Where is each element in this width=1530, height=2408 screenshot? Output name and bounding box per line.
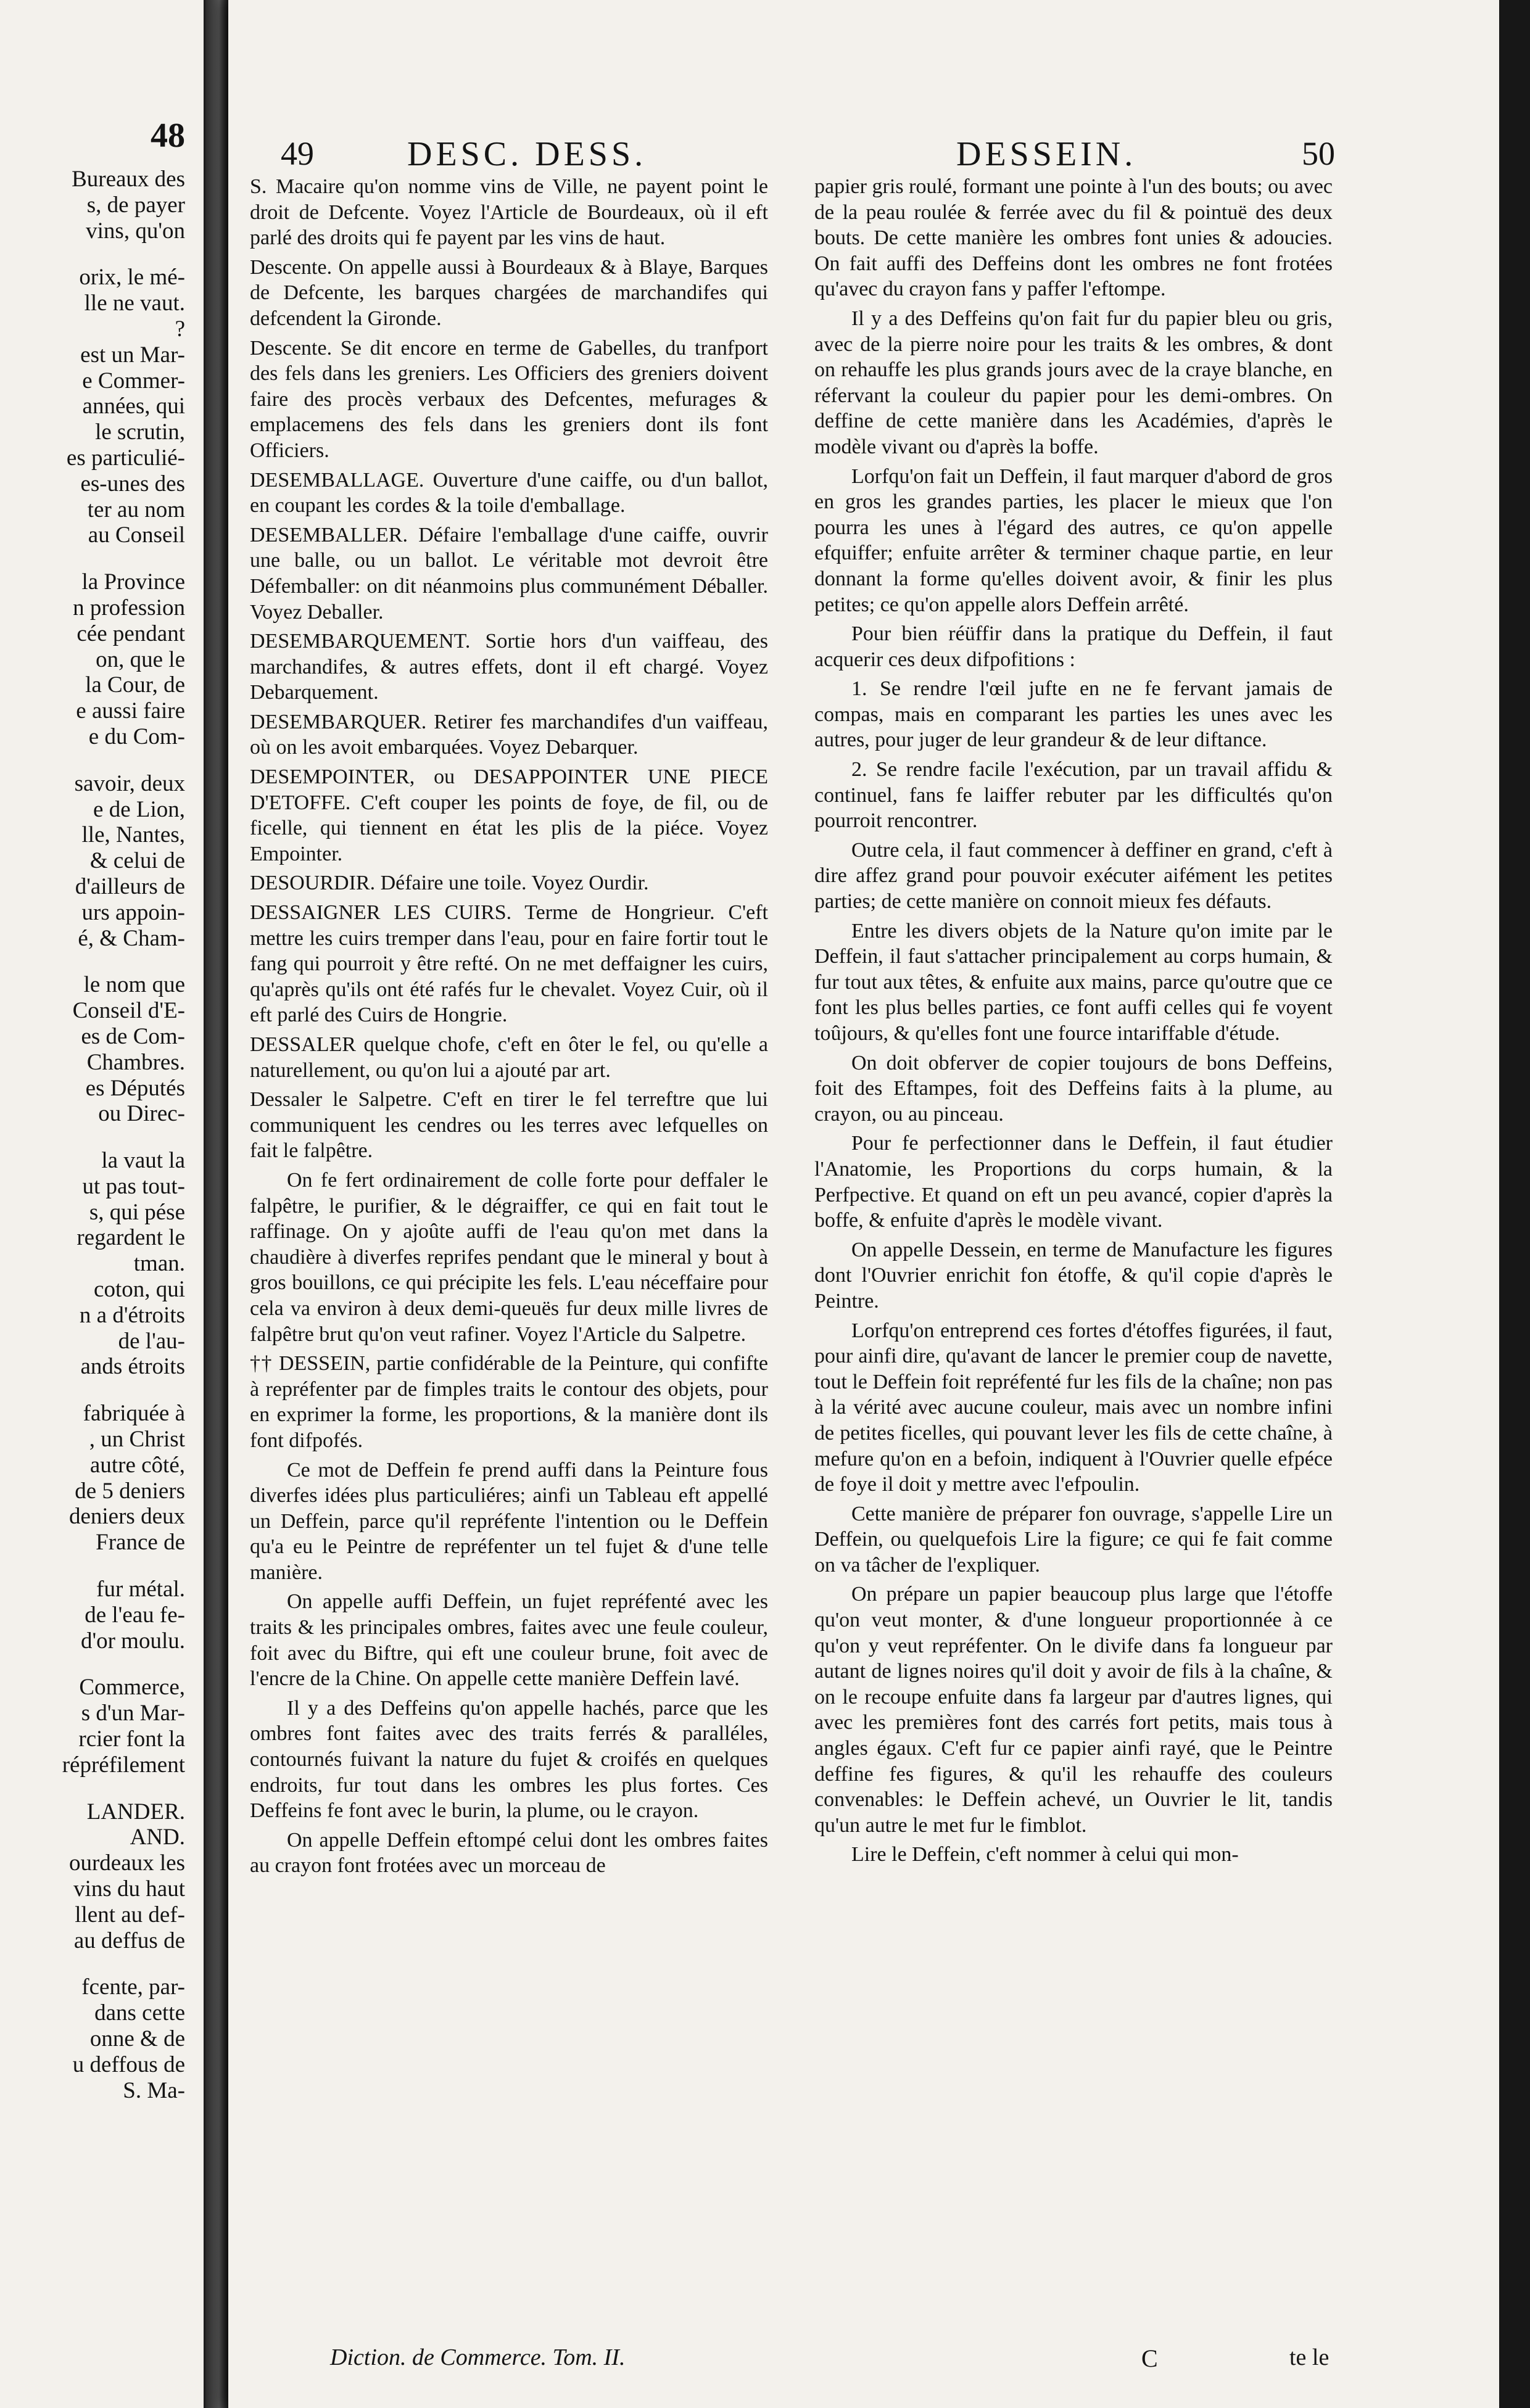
- text-line: la Cour, de: [85, 672, 185, 698]
- text-line: e aussi faire: [76, 698, 185, 724]
- text-line: u deffous de: [72, 2051, 185, 2077]
- left-page: [0, 0, 205, 2408]
- left-page-text: [0, 167, 185, 2103]
- paragraph: Lorfqu'on entreprend ces fortes d'étoffes figurées, il faut, pour ainfi dire, qu'avant de lancer le premier coup de navette, tout le Deffein foit repréfenté fur les fils de la chaîne; non pas à la vérité avec aucune couleur, mais avec un nombre infini de petites ficelles, qui pouvant lever les fils de cette chaîne, à mefure qu'on en a befoin, indiquent à l'Ouvrier quelle efpéce de foye il doit y mettre avec l'efpoulin.: [814, 1319, 1333, 1496]
- text-line: ands étroits: [80, 1354, 185, 1380]
- text-line: , un Christ: [89, 1427, 185, 1453]
- catchword: te le: [1289, 2344, 1329, 2370]
- paragraph: Lire le Deffein, c'eft nommer à celui qui mon-: [851, 1843, 1239, 1866]
- paragraph: 2. Se rendre facile l'exécution, par un travail affidu & continuel, fans fe laiffer rebuter par les difficultés qu'on pourroit rencontrer.: [814, 758, 1333, 833]
- text-line: es particulié-: [66, 445, 185, 471]
- paragraph: On appelle auffi Deffein, un fujet repréfenté avec les traits & les principales ombres, faites avec une feule couleur, foit avec du Biftre, qui eft une couleur brune, foit avec de l'encre de la Chine. On appelle cette manière Deffein lavé.: [250, 1590, 768, 1691]
- signature-mark: C: [1141, 2344, 1158, 2372]
- text-line: n profession: [73, 595, 185, 621]
- text-line: Chambres.: [86, 1049, 185, 1075]
- dictionary-entry: DESSALER quelque chofe, c'eft en ôter le fel, ou qu'elle a naturellement, ou qu'on lui a ajouté par art.: [250, 1033, 768, 1082]
- text-line: dans cette: [94, 2000, 185, 2026]
- paragraph: S. Macaire qu'on nomme vins de Ville, ne payent point le droit de Defcente. Voyez l'Article de Bourdeaux, où il eft parlé des droits qui fe payent par les vins de haut.: [250, 175, 768, 250]
- dictionary-entry: DESSAIGNER LES CUIRS. Terme de Hongrieur. C'eft mettre les cuirs tremper dans l'eau, pour en faire fortir tout le fang qui pourroit y être refté. On ne met deffaigner les cuirs, qu'après qu'ils ont été rafés fur le chevalet. Voyez Cuir, où il eft parlé des Cuirs de Hongrie.: [250, 901, 768, 1027]
- text-line: ter au nom: [87, 497, 185, 522]
- paragraph: Il y a des Deffeins qu'on fait fur du papier bleu ou gris, avec de la pierre noire pour les traits & les ombres, & dont on rehauffe les plus grands jours avec de la craye blanche, en réfervant la couleur du papier pour les demi-ombres. On deffine de cette manière dans les Académies, d'après le modèle vivant ou d'après la boffe.: [814, 307, 1333, 458]
- dictionary-entry: Descente. Se dit encore en terme de Gabelles, du tranfport des fels dans les greniers. Les Officiers des greniers doivent faire des procès verbaux des Defcentes, mefurages & emplacemens des fels dans les greniers dont ils font Officiers.: [250, 336, 768, 462]
- paragraph: Il y a des Deffeins qu'on appelle hachés, parce que les ombres font faites avec des traits ferrés & paralléles, contournés fuivant la nature du fujet & croifés en quelques endroits, fur tout dans les ombres les plus fortes. Ces Deffeins fe font avec le burin, la plume, ou le crayon.: [250, 1696, 768, 1823]
- text-line: Conseil d'E-: [72, 998, 185, 1024]
- page-edge: [1499, 0, 1530, 2408]
- paragraph: 1. Se rendre l'œil jufte en ne fe fervant jamais de compas, mais en comparant les parties les unes avec les autres, pour juger de leur grandeur & de leur diftance.: [814, 677, 1333, 752]
- dictionary-entry: Descente. On appelle aussi à Bourdeaux & à Blaye, Barques de Defcente, les barques chargées de marchandifes qui defcendent la Gironde.: [250, 255, 768, 330]
- text-line: e de Lion,: [93, 796, 185, 822]
- line-gap: [0, 951, 185, 972]
- paragraph: On appelle Dessein, en terme de Manufacture les figures dont l'Ouvrier enrichit fon étoffe, & qu'il copie d'après le Peintre.: [814, 1238, 1333, 1313]
- text-line: es de Com-: [81, 1023, 185, 1049]
- text-line: d'or moulu.: [80, 1628, 185, 1654]
- paragraph: On prépare un papier beaucoup plus large que l'étoffe qu'on veut monter, & d'une longueur proportionnée à ce qu'on y veut repréfenter. On le divife dans fa longueur par autant de lignes noires qu'il doit y avoir de fils à la chaîne, & on le recoupe enfuite dans fa largeur par d'autres lignes, qui avec les premières font des carrés fort petits, mais tous à angles égaux. C'eft fur ce papier ainfi rayé, que le Peintre deffine fes figures, & qu'il les rehauffe des couleurs convenables: le Deffein achevé, un Ouvrier le lit, tandis qu'un autre le met fur le fimblot.: [814, 1583, 1333, 1837]
- text-line: ut pas tout-: [82, 1173, 185, 1199]
- line-gap: [0, 1556, 185, 1577]
- text-line: France de: [96, 1530, 185, 1556]
- text-line: deniers deux: [68, 1504, 185, 1530]
- text-line: la vaut la: [101, 1148, 185, 1174]
- text-line: es-unes des: [80, 471, 185, 497]
- text-line: de l'au-: [118, 1328, 185, 1354]
- text-line: cée pendant: [76, 621, 185, 646]
- text-column-left: [250, 174, 768, 1882]
- text-line: le nom que: [83, 972, 185, 998]
- text-line: onne & de: [89, 2026, 185, 2051]
- text-line: fabriquée à: [83, 1401, 185, 1427]
- text-line: é, & Cham-: [78, 925, 185, 951]
- text-line: n a d'étroits: [79, 1302, 185, 1328]
- paragraph: Pour bien réüffir dans la pratique du Deffein, il faut acquerir ces deux difpofitions :: [814, 622, 1333, 671]
- book-gutter: [205, 0, 228, 2408]
- paragraph: Pour fe perfectionner dans le Deffein, il faut étudier l'Anatomie, les Proportions du corps humain, & la Perfpective. Et quand on eft un peu avancé, copier d'après la boffe, & enfuite d'après le modèle vivant.: [814, 1132, 1333, 1232]
- text-line: e Commer-: [82, 368, 185, 394]
- text-line: Bureaux des: [72, 167, 185, 192]
- text-line: es Députés: [85, 1075, 185, 1101]
- text-line: llent au def-: [75, 1902, 185, 1928]
- text-line: tman.: [133, 1251, 185, 1277]
- text-line: AND.: [130, 1825, 185, 1850]
- paragraph: Entre les divers objets de la Nature qu'on imite par le Deffein, il faut s'attacher principalement au corps humain, & fur tout aux têtes, & enfuite aux mains, parce qu'outre que ce font les plus belles parties, ce font auffi celles qui fe voyent toûjours, & qu'elles font une fource intariffable d'étude.: [814, 919, 1333, 1045]
- text-line: ou Direc-: [98, 1101, 185, 1127]
- text-line: LANDER.: [86, 1799, 185, 1825]
- paragraph: Ce mot de Deffein fe prend auffi dans la Peinture fous diverfes idées plus particuliéres; ainfi un Tableau eft appellé un Deffein, parce qu'il repréfente l'intention ou le Deffein qu'a eu le Peintre de repréfenter un tel fujet & d'une telle manière.: [250, 1458, 768, 1584]
- text-line: d'ailleurs de: [75, 873, 185, 899]
- text-line: est un Mar-: [80, 342, 185, 368]
- page-number-left: 49: [281, 135, 314, 172]
- text-line: on, que le: [96, 646, 185, 672]
- text-line: lle ne vaut.: [84, 291, 185, 316]
- dictionary-entry: DESEMBARQUEMENT. Sortie hors d'un vaiffeau, des marchandifes, & autres effets, dont il eft chargé. Voyez Debarquement.: [250, 630, 768, 704]
- text-line: ?: [175, 316, 185, 342]
- text-line: Commerce,: [79, 1675, 185, 1701]
- dictionary-entry: †† DESSEIN, partie confidérable de la Peinture, qui confifte à repréfenter par de fimples traits le contour des objets, pour en exprimer la forme, les proportions, & la manière dont ils font difpofés.: [250, 1352, 768, 1452]
- text-line: ourdeaux les: [68, 1850, 185, 1876]
- text-line: s, qui pése: [89, 1199, 185, 1225]
- line-gap: [0, 750, 185, 771]
- line-gap: [0, 1778, 185, 1799]
- line-gap: [0, 1380, 185, 1401]
- text-line: & celui de: [89, 848, 185, 874]
- running-head-left: DESC. DESS.: [407, 135, 647, 173]
- left-page-number: 48: [151, 117, 185, 155]
- text-line: au Conseil: [88, 522, 185, 548]
- paragraph: On appelle Deffein eftompé celui dont les ombres faites au crayon font frotées avec un morceau de: [250, 1828, 768, 1878]
- text-line: la Province: [81, 569, 185, 595]
- text-line: s, de payer: [86, 192, 185, 218]
- text-line: autre côté,: [89, 1452, 185, 1478]
- running-head-right: DESSEIN.: [956, 135, 1137, 173]
- paragraph: papier gris roulé, formant une pointe à l'un des bouts; ou avec de la peau roulée & ferrée avec du fil & pointuë des deux bouts. De cette manière les ombres font unies & adoucies. On fait auffi des Deffeins dont les ombres ne font frotées qu'avec du crayon fans y paffer l'eftompe.: [814, 175, 1333, 301]
- dictionary-entry: Dessaler le Salpetre. C'eft en tirer le fel terreftre que lui communiquent les cendres ou les terres avec lefquelles on fait le falpêtre.: [250, 1088, 768, 1163]
- text-line: savoir, deux: [74, 770, 185, 796]
- paragraph: Cette manière de préparer fon ouvrage, s'appelle Lire un Deffein, ou quelquefois Lire la figure; ce qui fe fait comme on va tâcher de l'expliquer.: [814, 1502, 1333, 1577]
- text-line: vins du haut: [73, 1876, 185, 1902]
- paragraph: On doit obferver de copier toujours de bons Deffeins, foit des Eftampes, foit des Deffeins faits à la plume, au crayon, ou au pinceau.: [814, 1051, 1333, 1126]
- line-gap: [0, 548, 185, 569]
- text-line: lle, Nantes,: [81, 822, 185, 848]
- text-line: de 5 deniers: [75, 1478, 185, 1504]
- text-line: s d'un Mar-: [81, 1701, 185, 1726]
- text-line: de l'eau fe-: [85, 1602, 185, 1628]
- text-line: coton, qui: [94, 1277, 185, 1303]
- text-line: au deffus de: [73, 1928, 185, 1953]
- text-line: urs appoin-: [81, 899, 185, 925]
- paragraph: Outre cela, il faut commencer à deffiner en grand, c'eft à dire affez grand pour pouvoir exécuter aifément les petites parties; de cette manière on connoit mieux fes défauts.: [814, 838, 1333, 913]
- footer-title: Diction. de Commerce. Tom. II.: [330, 2344, 626, 2370]
- dictionary-entry: DESOURDIR. Défaire une toile. Voyez Ourdir.: [250, 872, 649, 895]
- page-number-right: 50: [1302, 135, 1335, 172]
- text-line: années, qui: [82, 394, 185, 419]
- line-gap: [0, 1127, 185, 1148]
- text-line: S. Ma-: [123, 2077, 185, 2103]
- line-gap: [0, 1953, 185, 1974]
- text-line: e du Com-: [88, 724, 185, 749]
- text-line: regardent le: [76, 1225, 185, 1251]
- text-line: vins, qu'on: [86, 218, 185, 244]
- text-line: fcente, par-: [81, 1974, 185, 2000]
- dictionary-entry: DESEMBARQUER. Retirer fes marchandifes d'un vaiffeau, où on les avoit embarquées. Voyez Debarquer.: [250, 710, 768, 759]
- text-column-right: [814, 174, 1333, 1871]
- right-page: [228, 0, 1499, 2408]
- text-line: orix, le mé-: [79, 265, 185, 291]
- paragraph: Lorfqu'on fait un Deffein, il faut marquer d'abord de gros en gros les grandes parties, les placer le mieux que l'on pourra les unes à l'égard des autres, ce qu'on appelle efquiffer; enfuite arrêter & terminer chaque partie, en leur donnant la forme qu'elles doivent avoir, & finir les plus petites; ce qu'on appelle alors Deffein arrêté.: [814, 464, 1333, 616]
- text-line: répréfilement: [62, 1752, 185, 1778]
- dictionary-entry: DESEMPOINTER, ou DESAPPOINTER UNE PIECE D'ETOFFE. C'eft couper les points de foye, de fil, ou de ficelle, qui tiennent en état les plis de la piéce. Voyez Empointer.: [250, 765, 768, 865]
- line-gap: [0, 244, 185, 265]
- paragraph: On fe fert ordinairement de colle forte pour deffaler le falpêtre, le purifier, & le dégraiffer, ce qui en fait tout le raffinage. On y ajoûte auffi de l'eau qu'on met dans la chaudière à diverfes reprifes pendant que le mineral y bout à gros bouillons, ce qui précipite les fels. L'eau néceffaire pour cela va environ à deux demi-queuës fur deux mille livres de falpêtre brut qu'on veut rafiner. Voyez l'Article du Salpetre.: [250, 1168, 768, 1346]
- line-gap: [0, 1654, 185, 1675]
- dictionary-entry: DESEMBALLER. Défaire l'emballage d'une caiffe, ouvrir une balle, ou un ballot. Le véritable mot devroit être Défemballer: on dit néanmoins plus communément Déballer. Voyez Deballer.: [250, 523, 768, 624]
- dictionary-entry: DESEMBALLAGE. Ouverture d'une caiffe, ou d'un ballot, en coupant les cordes & la toile d'emballage.: [250, 468, 768, 517]
- text-line: fur métal.: [96, 1577, 185, 1602]
- text-line: rcier font la: [78, 1726, 185, 1752]
- text-line: le scrutin,: [95, 419, 185, 445]
